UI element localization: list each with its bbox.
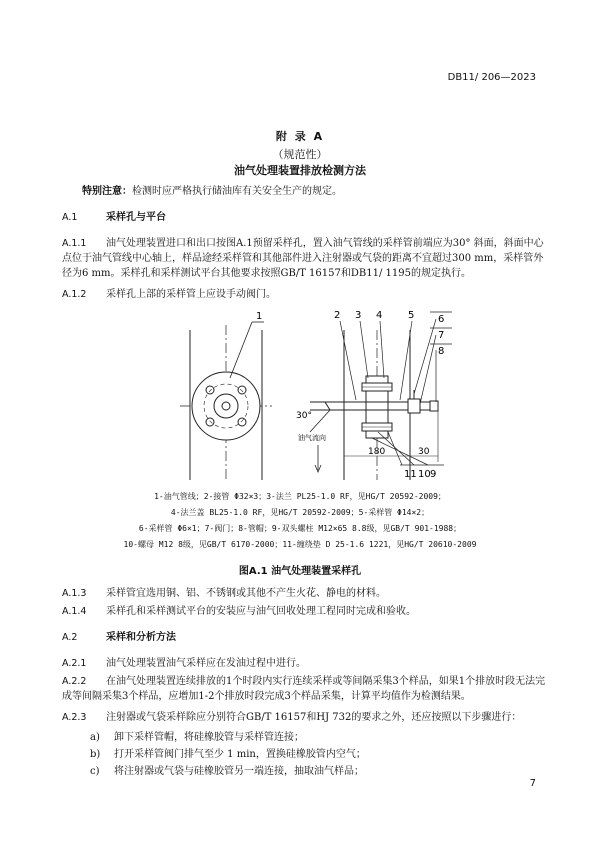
- step-b-label: b): [90, 749, 101, 760]
- legend-line-2: 4-法兰盖 BL25-1.0 RF，见HG/T 20592-2009；5-采样管 Φ14×2；: [170, 508, 430, 517]
- appendix-title: 附 录 A: [275, 130, 325, 143]
- angle-line: [310, 410, 330, 432]
- clause-a14: [62, 604, 546, 619]
- notice-label: 特别注意：: [82, 186, 132, 197]
- clause-a14-text: 采样孔和采样测试平台的安装应与油气回收处理工程同时完成和验收。: [106, 606, 416, 617]
- callout-3: 3: [355, 310, 362, 321]
- tube-bevel: [325, 402, 330, 410]
- section-a1-num: A.1: [62, 212, 78, 223]
- clause-a22: [62, 674, 546, 704]
- clause-a13-num: A.1.3: [62, 588, 87, 599]
- clause-a23-text: 注射器或气袋采样除应分别符合GB/T 16157和HJ 732的要求之外，还应按照以下步骤进行：: [106, 712, 522, 723]
- leader-1: [230, 322, 252, 378]
- callout-10: 10: [418, 469, 431, 480]
- section-a2-heading: [62, 630, 546, 645]
- tube-cap: [430, 401, 438, 411]
- page-number: 7: [529, 778, 536, 789]
- clause-a13: [62, 586, 546, 601]
- clause-a12-text: 采样孔上部的采样管上应设手动阀门。: [106, 289, 276, 300]
- clause-a22-text: 在油气处理装置连续排放的1个时段内实行连续采样或等间隔采集3个样品，如果1个排放时段无法完成等间隔采集3个样品，应增加1-2个排放时段完成3个样品采集，计算平均值作为检测结果。: [62, 676, 546, 702]
- section-a2-num: A.2: [62, 632, 78, 643]
- legend-line-4: 10-螺母 M12 8级，见GB/T 6170-2000；11-缠绕垫 D 25-1.6 1221，见HG/T 20610-2009: [123, 540, 477, 549]
- clause-a23-num: A.2.3: [62, 712, 87, 723]
- callout-8: 8: [438, 346, 445, 357]
- step-a-label: a): [90, 732, 100, 743]
- sampling-tube-circle: [222, 402, 230, 410]
- step-b-text: 打开采样管阀门排气至少 1 min，置换硅橡胶管内空气；: [114, 749, 366, 760]
- clause-a14-num: A.1.4: [62, 606, 87, 617]
- step-b: [90, 745, 546, 760]
- callout-7: 7: [438, 330, 445, 341]
- legend-line-3: 6-采样管 Φ6×1；7-阀门；8-管帽；9-双头螺柱 M12×65 8.8级，见GB/T 901-1988；: [138, 524, 462, 533]
- clause-a23: [62, 710, 546, 725]
- step-a-text: 卸下采样管帽，将硅橡胶管与采样管连接；: [114, 732, 304, 743]
- section-a2-title: 采样和分析方法: [106, 632, 176, 643]
- figure-title: 图A.1 油气处理装置采样孔: [238, 566, 362, 577]
- dim-180-label: 180: [368, 447, 386, 457]
- step-c: [90, 762, 546, 777]
- clause-a21-num: A.2.1: [62, 658, 87, 669]
- appendix-nature: （规范性）: [272, 148, 328, 161]
- appendix-name: 油气处理装置排放检测方法: [234, 164, 366, 177]
- doc-code: DB11/ 206—2023: [447, 72, 536, 83]
- notice-text: 检测时应严格执行储油库有关安全生产的规定。: [132, 186, 342, 197]
- callout-1: 1: [256, 311, 263, 322]
- clause-a11-text: 油气处理装置进口和出口按图A.1预留采样孔，置入油气管线的采样管前端应为30° 斜面，斜面中心点位于油气管线中心轴上，样品途经采样管和其他部件进入注射器或气袋的距离不宜超过300 mm，采样管外径为6 mm。采样孔和采样测试平台其他要求按照GB/T 16157和DB11/ 1195的规定执行。: [62, 238, 544, 279]
- callout-11: 11: [404, 469, 417, 480]
- step-c-text: 将注射器或气袋与硅橡胶管另一端连接，抽取油气样品；: [114, 766, 364, 777]
- callout-5: 5: [408, 310, 415, 321]
- clause-a21-text: 油气处理装置油气采样应在发油过程中进行。: [106, 658, 306, 669]
- valve: [408, 399, 420, 413]
- clause-a12-num: A.1.2: [62, 289, 87, 300]
- callout-6: 6: [438, 314, 445, 325]
- clause-a11-num: A.1.1: [62, 238, 87, 249]
- angle-label: 30°: [296, 411, 312, 421]
- callout-2: 2: [334, 310, 341, 321]
- clause-a21: [62, 656, 546, 671]
- dim-30-label: 30: [418, 447, 430, 457]
- legend-line-1: 1-油气管线；2-接管 Φ32×3；3-法兰 PL25-1.0 RF，见HG/T 20592-2009；: [154, 492, 446, 501]
- clause-a13-text: 采样管宜选用铜、铝、不锈钢或其他不产生火花、静电的材料。: [106, 588, 386, 599]
- section-a1-title: 采样孔与平台: [106, 212, 166, 223]
- callout-4: 4: [376, 310, 383, 321]
- flow-label: 油气流向: [298, 434, 326, 442]
- step-c-label: c): [90, 766, 100, 777]
- step-a: [90, 728, 546, 743]
- figure-legend: [0, 489, 600, 553]
- clause-a22-num: A.2.2: [62, 676, 87, 687]
- callout-9: 9: [430, 469, 437, 480]
